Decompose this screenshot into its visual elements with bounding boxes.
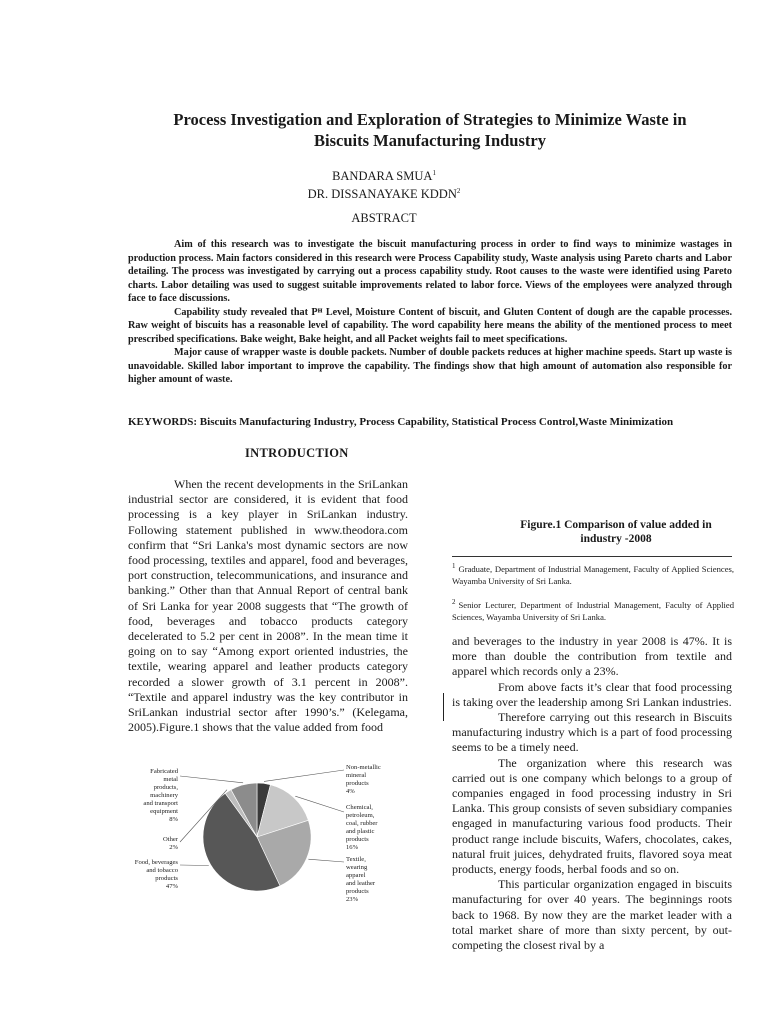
abstract-body — [128, 238, 732, 387]
right-column — [452, 634, 732, 953]
authors — [0, 166, 768, 202]
change-bar — [443, 693, 444, 721]
abstract-paragraph-1: Aim of this research was to investigate the biscuit manufacturing process in order to find ways to minimize wastages in production process. Main factors considered in this research were Process Capability study, Waste analysis using Pareto charts and Labor detailing. The process was investigated by carrying out a process capability study. Root causes to the waste were identified using Pareto charts. Labor detailing was used to suggest suitable improvements related to labor force. Views of the employees were analyzed through face to face discussions. — [128, 239, 732, 304]
pie-label-2: Chemical, petroleum, coal, rubber and plastic products 16% — [346, 804, 378, 851]
footnote-2-mark: 2 — [452, 598, 456, 606]
pie-leader-1 — [264, 770, 344, 781]
right-paragraph-1: and beverages to the industry in year 2008 is 47%. It is more than double the contribution from textile and apparel which records only a 23%. — [452, 634, 732, 679]
pie-label-3: Textile, wearing apparel and leather products 23% — [346, 856, 376, 903]
footnote-1: $^1$ Graduate, Department of Industrial Management, Faculty of Applied Sciences, Wayamba University of Sri Lanka. — [452, 562, 734, 586]
title-line-1: Process Investigation and Exploration of Strategies to Minimize Waste in — [173, 110, 687, 129]
abstract-heading: ABSTRACT — [351, 211, 417, 225]
introduction-heading: INTRODUCTION — [245, 446, 349, 460]
author-1: BANDARA SMUA$^1$ — [332, 169, 436, 184]
footnote-1-mark: 1 — [452, 562, 456, 570]
pie-label-1: Non-metallic mineral products 4% — [346, 764, 381, 795]
pie-label-4: Food, beverages and tobacco products 47% — [134, 859, 178, 890]
footnote-rule — [452, 556, 732, 557]
intro-paragraph-1: When the recent developments in the SriLankan industrial sector are considered, it is evident that food processing is a key player in SriLankan industry. Following statement published in www.theodora.com confirm that “Sri Lanka's most dynamic sectors are now food processing, textiles and apparel, food and beverages, port construction, telecommunications, and insurance and banking.” Other than that Annual Report of central bank of Sri Lanka for year 2008 suggests that “The growth of food, beverages and tobacco products category decelerated to 5.2 per cent in 2008”. In the mean time it going on to say “Among export oriented industries, the textile, wearing apparel and leather products category recorded a slower growth of 3.1 percent in 2008”. “Textile and apparel industry was the key contributor in SriLankan industrial sector after 1990’s.” (Kelegama, 2005).Figure.1 shows that the value added from food — [128, 477, 408, 735]
right-paragraph-4: The organization where this research was carried out is one company which belongs to a group of companies engaged in food processing industry in Sri Lanka. This group consists of seven subsidiary companies engaged in manufacturing various food products. Their product range include biscuits, Wafers, chocolates, cakes, natural fruit juices, dehydrated fruits, flavored soya meat products, energy foods, herbal foods and so on. — [452, 755, 732, 877]
pie-leader-6 — [180, 776, 243, 783]
right-paragraph-2: From above facts it’s clear that food processing is taking over the leadership among Sri Lankan industries. — [452, 679, 732, 709]
author-1-mark: 1 — [432, 169, 436, 177]
abstract-paragraph-2: Capability study revealed that Pᴴ Level, Moisture Content of biscuit, and Gluten Content of dough are the capable processes. Raw weight of biscuits has a reasonable level of capability. The word capability here means the ability of the mentioned process to meet prescribed specifications. Bake weight, Bake height, and all Packet weights fail to meet specifications. — [128, 306, 732, 345]
right-paragraph-3: Therefore carrying out this research in Biscuits manufacturing industry which is a part of food processing seems to be a timely need. — [452, 710, 732, 755]
figure-caption: Figure.1 Comparison of value added in industry -2008 — [520, 519, 712, 545]
abstract-paragraph-3: Major cause of wrapper waste is double packets. Number of double packets reduces at higher machine speeds. Start up waste is unavoidable. Skilled labor important to improve the capability. The findings show that high amount of automation also responsible for higher amount of waste. — [128, 347, 732, 385]
author-2-mark: 2 — [456, 187, 461, 196]
pie-leader-4 — [180, 865, 209, 866]
pie-chart — [112, 762, 412, 912]
paper-title — [120, 109, 740, 151]
footnote-2: $^2$ Senior Lecturer, Department of Industrial Management, Faculty of Applied Sciences, Wayamba University of Sri Lanka. — [452, 598, 734, 622]
author-2: DR. DISSANAYAKE KDDN$^2$ — [307, 187, 461, 202]
left-column — [128, 477, 408, 735]
right-paragraph-5: This particular organization engaged in biscuits manufacturing for over 40 years. The beginnings roots back to 1968. By now they are the market leader with a total market share of more than sixty percent, by out-competing the closest rival by a — [452, 877, 732, 953]
keywords: KEYWORDS: Biscuits Manufacturing Industry, Process Capability, Statistical Process Control,Waste Minimization — [128, 416, 674, 428]
pie-label-6: Fabricated metal products, machinery and transport equipment 8% — [143, 768, 178, 823]
title-line-2: Biscuits Manufacturing Industry — [314, 131, 546, 150]
pie-label-5: Other 2% — [162, 836, 178, 851]
pie-leader-3 — [308, 859, 344, 862]
